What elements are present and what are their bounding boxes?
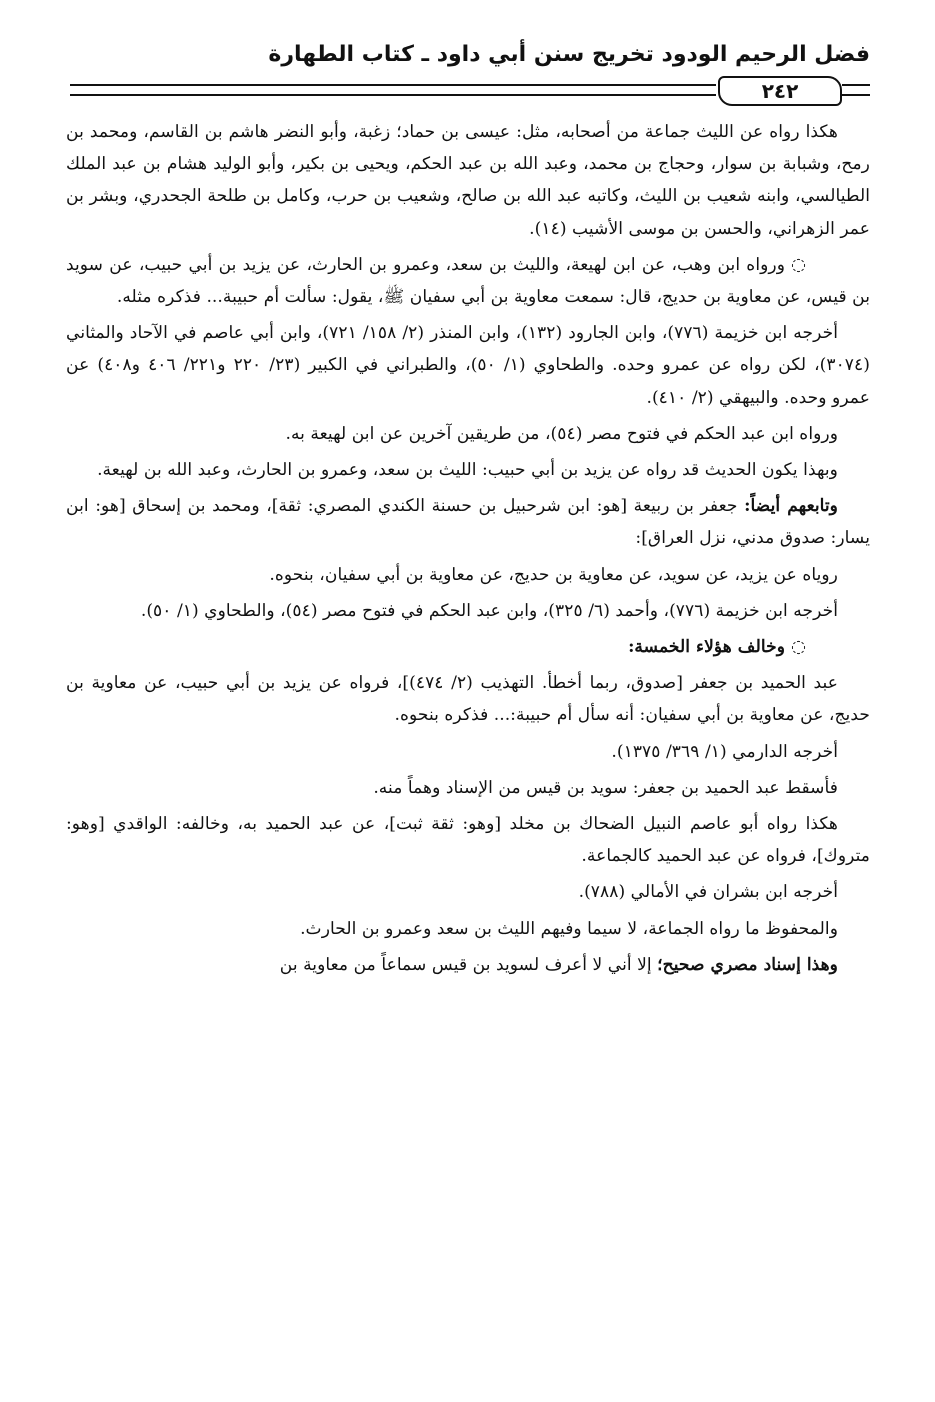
paragraph — [66, 317, 870, 414]
paragraph-text: عبد الحميد بن جعفر [صدوق، ربما أخطأ. التهذيب (٢/ ٤٧٤)]، فرواه عن يزيد بن أبي حبيب، عن معاوية بن حديج، عن معاوية بن أبي سفيان: أنه سأل أم حبيبة:... فذكره بنحوه. — [66, 673, 870, 726]
paragraph-text: فأسقط عبد الحميد بن جعفر: سويد بن قيس من الإسناد وهماً منه. — [373, 777, 838, 798]
bullet-icon: ◌ — [791, 254, 806, 275]
paragraph — [66, 913, 870, 945]
paragraph-text: هكذا رواه أبو عاصم النبيل الضحاك بن مخلد [وهو: ثقة ثبت]، عن عبد الحميد به، وخالفه: الواقدي [وهو: متروك]، فرواه عن عبد الحميد كالجماعة. — [66, 814, 870, 867]
paragraph-text: روياه عن يزيد، عن سويد، عن معاوية بن حديج، عن معاوية بن أبي سفيان، بنحوه. — [269, 564, 838, 585]
paragraph-text: أخرجه ابن بشران في الأمالي (٧٨٨). — [578, 882, 838, 903]
running-title: فضل الرحيم الودود تخريج سنن أبي داود ـ كتاب الطهارة — [268, 42, 870, 67]
paragraph-text: ورواه ابن عبد الحكم في فتوح مصر (٥٤)، من طريقين آخرين عن ابن لهيعة به. — [285, 423, 838, 444]
paragraph — [66, 876, 870, 908]
paragraph-lead: وهذا إسناد مصري صحيح؛ — [657, 954, 838, 975]
paragraph — [66, 736, 870, 768]
paragraph-text: جعفر بن ربيعة [هو: ابن شرحبيل بن حسنة الكندي المصري: ثقة]، ومحمد بن إسحاق [هو: ابن يسار: صدوق مدني، نزل العراق]: — [66, 496, 870, 549]
paragraph-lead: وتابعهم أيضاً: — [744, 496, 838, 517]
paragraph — [66, 667, 870, 731]
header-ornament — [70, 76, 870, 104]
header-double-rule-right — [842, 84, 870, 96]
paragraph — [66, 772, 870, 804]
running-header — [70, 38, 870, 104]
paragraph-lead: وخالف هؤلاء الخمسة: — [628, 637, 785, 658]
paragraph — [66, 116, 870, 245]
paragraph — [66, 418, 870, 450]
paragraph-text: أخرجه ابن خزيمة (٧٧٦)، وابن الجارود (١٣٢)، وابن المنذر (٢/ ١٥٨/ ٧٢١)، وابن أبي عاصم في الآحاد والمثاني (٣٠٧٤)، لكن رواه عن عمرو وحده. والطحاوي (١/ ٥٠)، والطبراني في الكبير (٢٣/ ٢٢٠ و٢٢١/ ٤٠٦ و٤٠٨) عن عمرو وحده. والبيهقي (٢/ ٤١٠). — [66, 323, 870, 408]
paragraph — [66, 454, 870, 486]
paragraph-text: والمحفوظ ما رواه الجماعة، لا سيما وفيهم الليث بن سعد وعمرو بن الحارث. — [300, 918, 838, 939]
paragraph-text: وبهذا يكون الحديث قد رواه عن يزيد بن أبي حبيب: الليث بن سعد، وعمرو بن الحارث، وعبد الله بن لهيعة. — [97, 460, 838, 481]
paragraph-text: ورواه ابن وهب، عن ابن لهيعة، والليث بن سعد، وعمرو بن الحارث، عن يزيد بن أبي حبيب، عن سويد بن قيس، عن معاوية بن حديج، قال: سمعت معاوية بن أبي سفيان ﷺ، يقول: سألت أم حبيبة... فذكره مثله. — [66, 254, 870, 308]
paragraph-text: أخرجه ابن خزيمة (٧٧٦)، وأحمد (٦/ ٣٢٥)، وابن عبد الحكم في فتوح مصر (٥٤)، والطحاوي (١/ ٥٠). — [140, 600, 838, 621]
paragraph-text: أخرجه الدارمي (١/ ٣٦٩/ ١٣٧٥). — [611, 741, 838, 762]
header-double-rule — [70, 84, 716, 96]
paragraph — [66, 595, 870, 627]
paragraph-text: هكذا رواه عن الليث جماعة من أصحابه، مثل: عيسى بن حماد؛ زغبة، وأبو النضر هاشم بن القاسم، ومحمد بن رمح، وشبابة بن سوار، وحجاج بن محمد، وعبد الله بن عبد الحكم، ويحيى بن بكير، وأبو الوليد هشام بن عبد الملك الطيالسي، وابنه شعيب بن الليث، وكاتبه عبد الله بن صالح، وشعيب بن حرب، وكامل بن طلحة الجحدري، وبشر بن عمر الزهراني، والحسن بن موسى الأشيب (١٤). — [66, 122, 870, 239]
bullet-icon: ◌ — [791, 637, 806, 658]
page-number-frame — [718, 76, 842, 106]
section-heading — [66, 631, 870, 663]
paragraph — [66, 490, 870, 554]
page-number: ٢٤٢ — [761, 79, 799, 103]
body-text — [66, 116, 870, 985]
paragraph — [66, 808, 870, 872]
paragraph — [66, 249, 870, 313]
paragraph — [66, 559, 870, 591]
paragraph-text: إلا أني لا أعرف لسويد بن قيس سماعاً من معاوية بن — [279, 954, 658, 975]
paragraph — [66, 949, 870, 981]
